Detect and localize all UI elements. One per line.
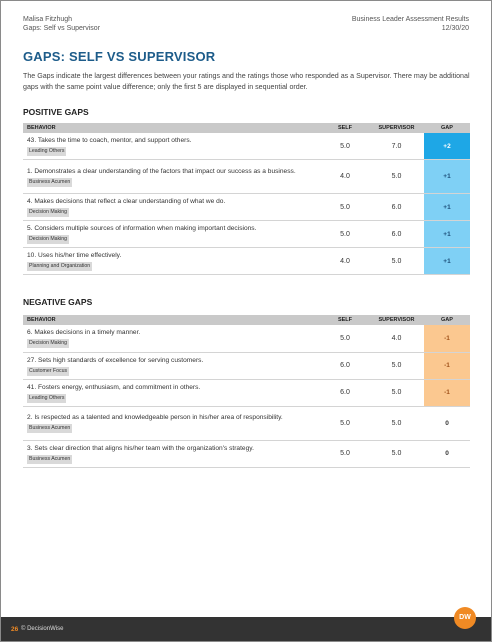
- self-score: 5.0: [321, 440, 369, 467]
- category-tag: Business Acumen: [29, 455, 71, 462]
- table-row: [23, 160, 470, 194]
- category-tag: Business Acumen: [29, 178, 71, 185]
- gap-value: -1: [424, 379, 470, 406]
- table-row: [23, 325, 470, 352]
- participant-name: Malisa Fitzhugh: [23, 16, 73, 23]
- header-right: [352, 15, 469, 33]
- supervisor-header: SUPERVISOR: [369, 123, 424, 133]
- behavior-statement: 43. Takes the time to coach, mentor, and support others.: [27, 137, 192, 144]
- category-tag: Decision Making: [29, 236, 68, 242]
- table-row: [23, 221, 470, 248]
- behavior-header: BEHAVIOR: [23, 123, 321, 133]
- behavior-cell: [23, 248, 321, 275]
- negative-gaps-title: NEGATIVE GAPS: [23, 297, 93, 307]
- table-row: [23, 352, 470, 379]
- self-score: 5.0: [321, 406, 369, 440]
- negative-gaps-table: [23, 315, 470, 468]
- header-subtitle: Gaps: Self vs Supervisor: [23, 25, 101, 32]
- behavior-statement: 27. Sets high standards of excellence for serving customers.: [27, 356, 204, 364]
- table-header-row: [23, 315, 470, 325]
- self-score: 5.0: [321, 194, 369, 221]
- gap-value: -1: [424, 352, 470, 379]
- behavior-cell: [23, 194, 321, 221]
- negative-gaps-body: [23, 325, 470, 467]
- decisionwise-logo: DW: [454, 607, 476, 629]
- supervisor-score: 4.0: [369, 325, 424, 352]
- supervisor-score: 5.0: [369, 406, 424, 440]
- behavior-header: BEHAVIOR: [23, 315, 321, 325]
- header-left: [23, 15, 100, 33]
- behavior-statement: 1. Demonstrates a clear understanding of the factors that impact our success as a business.: [27, 167, 296, 175]
- table-row: [23, 133, 470, 160]
- supervisor-score: 5.0: [369, 440, 424, 467]
- category-tag: Leading Others: [29, 394, 65, 401]
- intro-paragraph: The Gaps indicate the largest differences between your ratings and the ratings those who responded as a Supervisor. There may be additional gaps with the same point value difference; only the first 5 are displayed in sequential order.: [23, 72, 470, 91]
- gap-value: 0: [424, 406, 470, 440]
- category-tag: Decision Making: [29, 209, 68, 215]
- behavior-cell: [23, 221, 321, 248]
- behavior-cell: [23, 406, 321, 440]
- self-score: 5.0: [321, 133, 369, 160]
- supervisor-score: 5.0: [369, 248, 424, 275]
- behavior-statement: 41. Fosters energy, enthusiasm, and commitment in others.: [27, 383, 201, 391]
- behavior-cell: [23, 379, 321, 406]
- behavior-statement: 10. Uses his/her time effectively.: [27, 252, 122, 259]
- behavior-cell: [23, 160, 321, 194]
- behavior-statement: 4. Makes decisions that reflect a clear understanding of what we do.: [27, 198, 226, 205]
- gap-value: +2: [424, 133, 470, 160]
- self-header: SELF: [321, 315, 369, 325]
- gap-header: GAP: [424, 315, 470, 325]
- gap-value: +1: [424, 160, 470, 194]
- positive-gaps-title: POSITIVE GAPS: [23, 107, 89, 117]
- supervisor-score: 5.0: [369, 160, 424, 194]
- table-row: [23, 440, 470, 467]
- table-row: [23, 379, 470, 406]
- supervisor-score: 7.0: [369, 133, 424, 160]
- behavior-cell: [23, 440, 321, 467]
- behavior-statement: 6. Makes decisions in a timely manner.: [27, 329, 141, 337]
- behavior-statement: 2. Is respected as a talented and knowledgeable person in his/her area of responsibility.: [27, 414, 283, 421]
- supervisor-header: SUPERVISOR: [369, 315, 424, 325]
- gap-value: 0: [424, 440, 470, 467]
- self-score: 5.0: [321, 325, 369, 352]
- supervisor-score: 6.0: [369, 194, 424, 221]
- gap-value: +1: [424, 221, 470, 248]
- self-score: 4.0: [321, 248, 369, 275]
- self-score: 5.0: [321, 221, 369, 248]
- self-header: SELF: [321, 123, 369, 133]
- gap-header: GAP: [424, 123, 470, 133]
- behavior-statement: 3. Sets clear direction that aligns his/her team with the organization's strategy.: [27, 444, 254, 452]
- behavior-statement: 5. Considers multiple sources of information when making important decisions.: [27, 225, 257, 232]
- copyright-text: © DecisionWise: [21, 626, 64, 632]
- gap-value: +1: [424, 194, 470, 221]
- table-row: [23, 248, 470, 275]
- behavior-cell: [23, 352, 321, 379]
- behavior-cell: [23, 325, 321, 352]
- page-title: GAPS: SELF VS SUPERVISOR: [23, 49, 216, 64]
- self-score: 6.0: [321, 379, 369, 406]
- category-tag: Customer Focus: [29, 367, 68, 374]
- page-footer: [1, 617, 491, 641]
- table-row: [23, 406, 470, 440]
- table-row: [23, 194, 470, 221]
- positive-gaps-body: [23, 133, 470, 275]
- report-title: Business Leader Assessment Results: [351, 16, 469, 23]
- positive-gaps-table: [23, 123, 470, 275]
- category-tag: Decision Making: [29, 340, 68, 347]
- supervisor-score: 6.0: [369, 221, 424, 248]
- supervisor-score: 5.0: [369, 352, 424, 379]
- category-tag: Business Acumen: [29, 425, 71, 431]
- table-header-row: [23, 123, 470, 133]
- category-tag: Leading Others: [29, 148, 65, 154]
- behavior-cell: [23, 133, 321, 160]
- supervisor-score: 5.0: [369, 379, 424, 406]
- self-score: 4.0: [321, 160, 369, 194]
- category-tag: Planning and Organization: [29, 263, 91, 269]
- page-number: 26: [11, 626, 19, 633]
- gap-value: -1: [424, 325, 470, 352]
- gap-value: +1: [424, 248, 470, 275]
- self-score: 6.0: [321, 352, 369, 379]
- report-date: 12/30/20: [441, 25, 469, 32]
